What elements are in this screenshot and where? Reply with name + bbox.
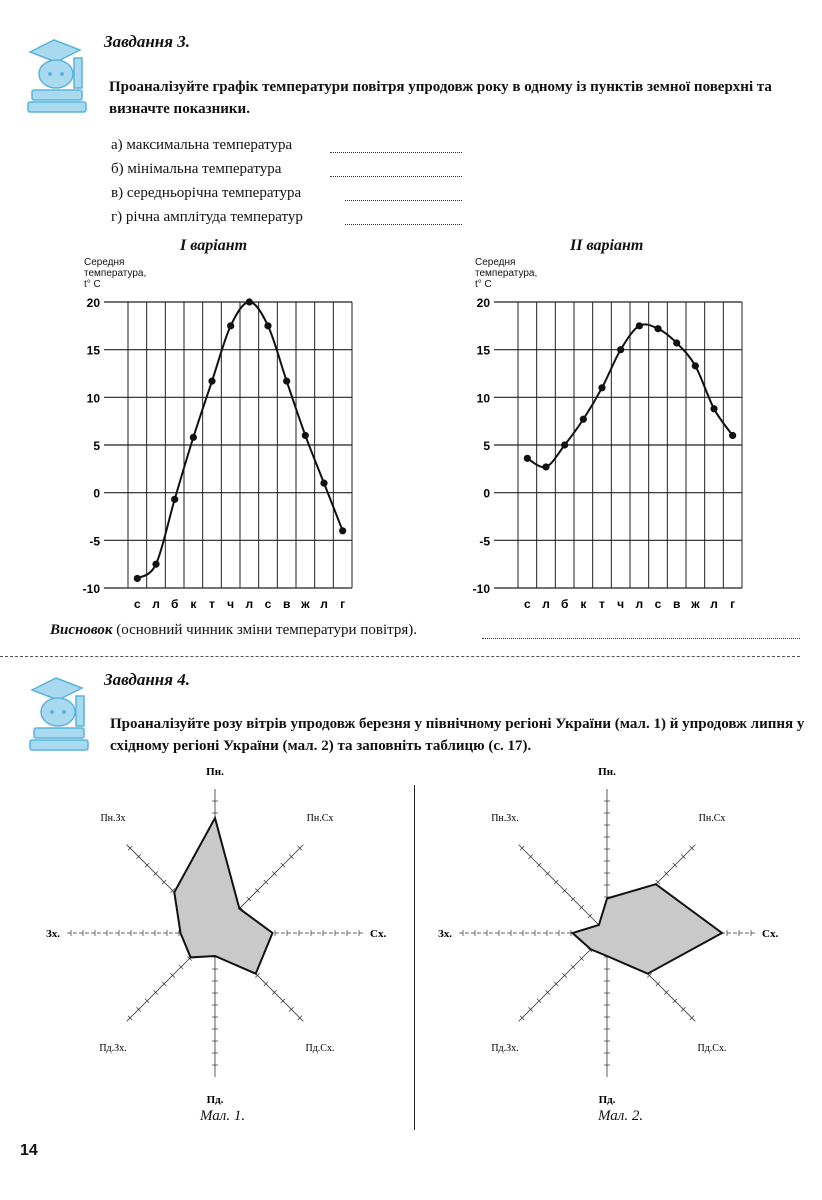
x-tick-label: к bbox=[580, 597, 587, 611]
temperature-point bbox=[283, 378, 290, 385]
x-tick-label: л bbox=[152, 597, 160, 611]
rose2-caption: Мал. 2. bbox=[598, 1108, 644, 1124]
rose1-caption: Мал. 1. bbox=[200, 1108, 246, 1124]
x-tick-label: л bbox=[635, 597, 644, 611]
rose-label-w: Зх. bbox=[437, 928, 452, 940]
temperature-point bbox=[636, 322, 643, 329]
x-tick-label: б bbox=[170, 597, 179, 611]
x-tick-label: к bbox=[190, 597, 197, 611]
task3-item-d: г) річна амплітуда температур bbox=[111, 209, 303, 225]
temperature-point bbox=[208, 378, 215, 385]
temperature-point bbox=[320, 480, 327, 487]
temperature-point bbox=[617, 346, 624, 353]
conclusion-answer-line[interactable] bbox=[482, 638, 800, 639]
x-tick-label: л bbox=[245, 597, 254, 611]
temperature-point bbox=[339, 527, 346, 534]
temperature-point bbox=[524, 455, 531, 462]
rose-label-s: Пд. bbox=[598, 1094, 616, 1106]
y-tick-label: -10 bbox=[472, 582, 490, 596]
temperature-chart-variant-1 bbox=[70, 290, 370, 615]
temperature-point bbox=[710, 405, 717, 412]
section-divider bbox=[0, 656, 800, 657]
y-tick-label: 15 bbox=[86, 343, 100, 358]
rose-label-nw: Пн.Зх bbox=[100, 813, 126, 824]
rose-label-s: Пд. bbox=[206, 1094, 224, 1106]
temperature-point bbox=[190, 434, 197, 441]
rose-label-ne: Пн.Сх bbox=[698, 813, 726, 824]
temperature-point bbox=[264, 322, 271, 329]
task3-item-a: а) максимальна температура bbox=[111, 137, 293, 153]
y-tick-label: 20 bbox=[86, 296, 100, 310]
rose-label-w: Зх. bbox=[45, 928, 60, 940]
rose-label-n: Пн. bbox=[598, 766, 616, 778]
rose-label-e: Сх. bbox=[370, 928, 387, 940]
rose-axis-nw bbox=[519, 845, 607, 933]
rose-label-n: Пн. bbox=[206, 766, 224, 778]
x-tick-label: с bbox=[654, 597, 662, 611]
wind-rose-2 bbox=[412, 755, 802, 1106]
y-tick-label: 0 bbox=[93, 486, 100, 501]
rose-label-sw: Пд.Зх. bbox=[99, 1043, 127, 1054]
x-tick-label: ч bbox=[227, 597, 235, 611]
rose-label-sw: Пд.Зх. bbox=[491, 1043, 519, 1054]
temperature-point bbox=[654, 325, 661, 332]
temperature-point bbox=[580, 416, 587, 423]
conclusion-label: Висновок bbox=[50, 622, 113, 638]
x-tick-label: л bbox=[710, 597, 718, 611]
page-number: 14 bbox=[20, 1142, 38, 1159]
x-tick-label: ж bbox=[691, 597, 700, 611]
task4-title: Завдання 4. bbox=[104, 670, 190, 689]
y-tick-label: 15 bbox=[476, 343, 490, 358]
temperature-point bbox=[302, 432, 309, 439]
y-tick-label: -5 bbox=[479, 534, 490, 549]
temperature-point bbox=[729, 432, 736, 439]
answer-line-c[interactable] bbox=[345, 200, 462, 201]
y-tick-label: 5 bbox=[93, 439, 100, 453]
x-tick-label: л bbox=[542, 597, 550, 611]
chart1-title: І варіант bbox=[180, 237, 248, 254]
chart2-title: ІІ варіант bbox=[570, 237, 644, 254]
rose-label-nw: Пн.Зх. bbox=[491, 813, 519, 824]
task4-text: Проаналізуйте розу вітрів упродовж березня у північному регіоні України (мал. 1) й упродовж липня у східному регіоні України (мал. 2) та заповніть таблицю (с. 17). bbox=[110, 716, 805, 754]
task3-title: Завдання 3. bbox=[104, 32, 190, 51]
x-tick-label: ж bbox=[301, 597, 310, 611]
y-tick-label: 10 bbox=[86, 391, 100, 406]
answer-line-a[interactable] bbox=[330, 152, 462, 153]
x-tick-label: г bbox=[340, 597, 346, 611]
x-tick-label: с bbox=[133, 597, 141, 611]
y-tick-label: -5 bbox=[89, 534, 100, 549]
temperature-point bbox=[692, 362, 699, 369]
task3-item-b: б) мінімальна температура bbox=[111, 161, 282, 177]
x-tick-label: г bbox=[730, 597, 736, 611]
x-tick-label: с bbox=[523, 597, 531, 611]
rose-label-se: Пд.Сх. bbox=[697, 1043, 727, 1054]
y-tick-label: 0 bbox=[483, 486, 490, 501]
student-book-icon-2 bbox=[24, 670, 94, 758]
chart2-ylabel: Середня температура, t° C bbox=[475, 257, 538, 290]
wind-polygon bbox=[573, 884, 723, 974]
chart1-ylabel: Середня температура, t° C bbox=[84, 257, 147, 290]
x-tick-label: в bbox=[282, 597, 291, 611]
wind-rose-1 bbox=[20, 755, 410, 1106]
temperature-point bbox=[227, 322, 234, 329]
temperature-point bbox=[673, 339, 680, 346]
wind-polygon bbox=[174, 818, 272, 974]
x-tick-label: л bbox=[320, 597, 328, 611]
answer-line-b[interactable] bbox=[330, 176, 462, 177]
rose-label-e: Сх. bbox=[762, 928, 779, 940]
rose-label-ne: Пн.Сх bbox=[306, 813, 334, 824]
x-tick-label: ч bbox=[617, 597, 625, 611]
y-tick-label: 10 bbox=[476, 391, 490, 406]
x-tick-label: т bbox=[209, 597, 215, 611]
task3-item-c: в) середньорічна температура bbox=[111, 185, 302, 201]
temperature-point bbox=[171, 496, 178, 503]
temperature-point bbox=[152, 561, 159, 568]
temperature-point bbox=[246, 298, 253, 305]
rose-label-se: Пд.Сх. bbox=[305, 1043, 335, 1054]
temperature-point bbox=[598, 384, 605, 391]
x-tick-label: б bbox=[560, 597, 569, 611]
x-tick-label: в bbox=[672, 597, 681, 611]
temperature-point bbox=[134, 575, 141, 582]
student-book-icon bbox=[22, 32, 92, 120]
answer-line-d[interactable] bbox=[345, 224, 462, 225]
task3-text: Проаналізуйте графік температури повітря упродовж року в одному із пунктів земної поверхні та визначте показники. bbox=[109, 79, 772, 117]
temperature-chart-variant-2 bbox=[460, 290, 760, 615]
x-tick-label: т bbox=[599, 597, 605, 611]
y-tick-label: -10 bbox=[82, 582, 100, 596]
conclusion-text: (основний чинник зміни температури повітря). bbox=[112, 622, 417, 638]
x-tick-label: с bbox=[264, 597, 272, 611]
temperature-point bbox=[561, 441, 568, 448]
conclusion-line bbox=[50, 622, 417, 639]
y-tick-label: 20 bbox=[476, 296, 490, 310]
y-tick-label: 5 bbox=[483, 439, 490, 453]
temperature-point bbox=[542, 463, 549, 470]
